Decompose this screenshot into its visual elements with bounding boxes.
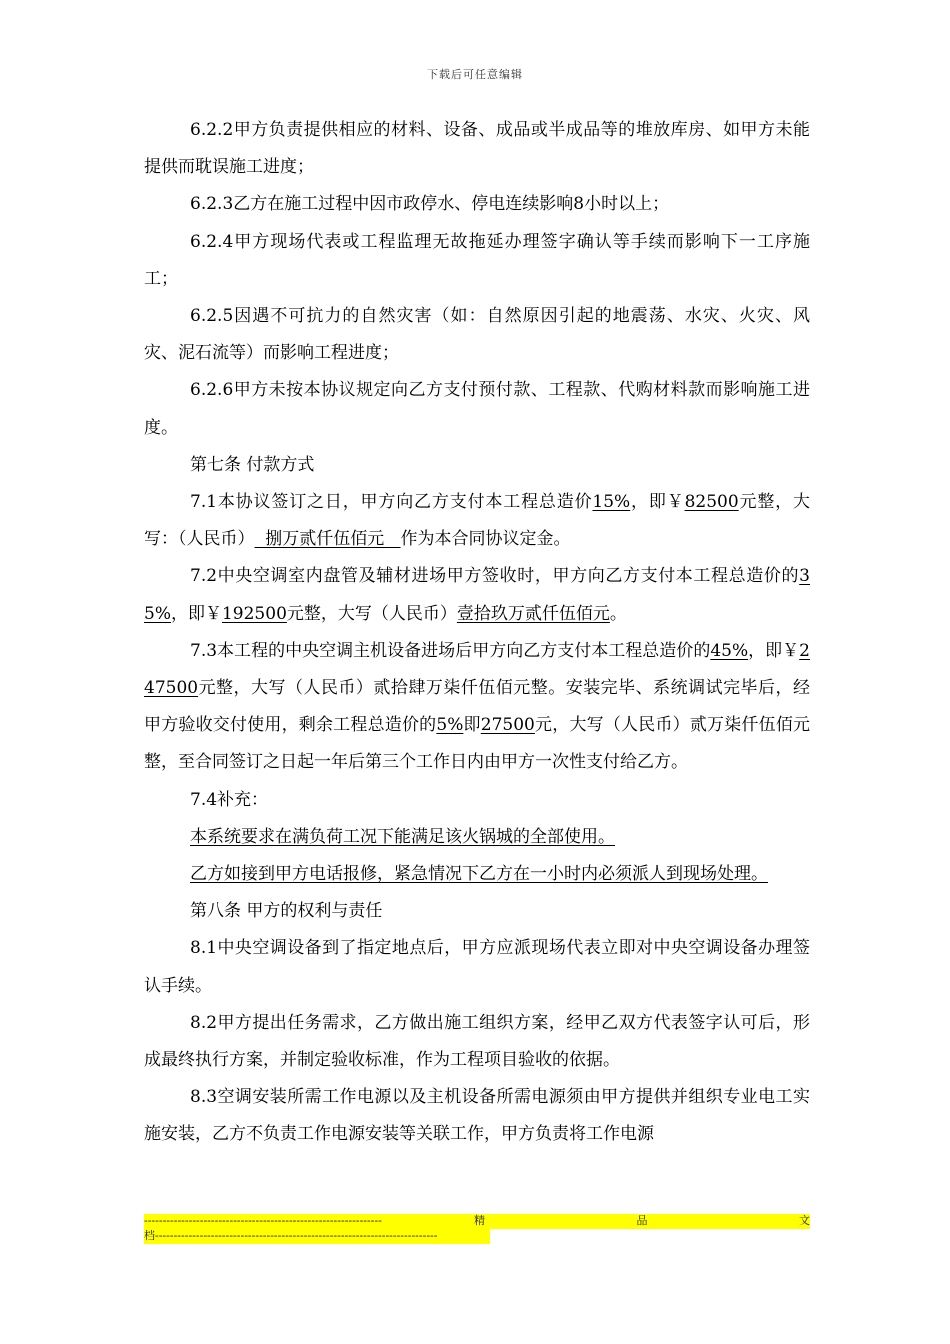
clause-6-2-2: 6.2.2甲方负责提供相应的材料、设备、成品或半成品等的堆放库房、如甲方未能提供而耽误施工进度； — [144, 120, 810, 178]
amount-in-words: 壹拾玖万贰仟伍佰元 — [456, 603, 610, 624]
page-footer — [144, 1214, 810, 1248]
clause-8-2: 8.2甲方提出任务需求，乙方做出施工组织方案，经甲乙双方代表签字认可后，形成最终执行方案，并制定验收标准，作为工程项目验收的依据。 — [144, 1012, 810, 1071]
clause-8-3: 8.3空调安装所需工作电源以及主机设备所需电源须由甲方提供并组织专业电工实施安装，乙方不负责工作电源安装等关联工作，甲方负责将工作电源 — [144, 1087, 810, 1145]
percent-value: 5% — [436, 715, 464, 736]
clause-8-1: 8.1中央空调设备到了指定地点后，甲方应派现场代表立即对中央空调设备办理签认手续。 — [144, 938, 810, 996]
article-7-heading: 第七条 付款方式 — [190, 454, 315, 475]
document-body — [144, 112, 810, 1154]
clause-6-2-3: 6.2.3乙方在施工过程中因市政停水、停电连续影响8小时以上； — [190, 194, 670, 215]
percent-value: 15% — [592, 492, 631, 513]
supplement-line-2: 乙方如接到甲方电话报修，紧急情况下乙方在一小时内必须派人到现场处理。 — [190, 864, 768, 885]
supplement-line-1: 本系统要求在满负荷工况下能满足该火锅城的全部使用。 — [190, 826, 615, 847]
amount-in-words: 捌万贰仟伍佰元 — [254, 529, 401, 550]
amount-value: 82500 — [684, 492, 739, 513]
percent-value: 45% — [710, 640, 749, 661]
amount-value: 27500 — [480, 715, 535, 736]
amount-value: 247500 — [144, 640, 810, 699]
clause-7-1: 7.1本协议签订之日，甲方向乙方支付本工程总造价15%，即￥82500元整，大写：（人民币） 捌万贰仟伍佰元 作为本合同协议定金。 — [144, 492, 810, 550]
amount-value: 192500 — [221, 603, 287, 624]
clause-6-2-4: 6.2.4甲方现场代表或工程监理无故拖延办理签字确认等手续而影响下一工序施工； — [144, 231, 810, 289]
clause-7-3: 7.3本工程的中央空调主机设备进场后甲方向乙方支付本工程总造价的45%，即￥247500元整，大写（人民币）贰拾肆万柒仟伍佰元整。安装完毕、系统调试完毕后，经甲方验收交付使用，剩余工程总造价的5%即27500元，大写（人民币）贰万柒仟伍佰元整，至合同签订之日起一年后第三个工作日内由甲方一次性支付给乙方。 — [144, 640, 811, 773]
article-8-heading: 第八条 甲方的权利与责任 — [190, 901, 383, 922]
percent-value: 35% — [144, 566, 810, 624]
footer-banner-line-2: 档---------------------------------------------------------------------------- — [144, 1229, 490, 1244]
page-header: 下载后可任意编辑 — [427, 68, 523, 81]
clause-6-2-6: 6.2.6甲方未按本协议规定向乙方支付预付款、工程款、代购材料款而影响施工进度。 — [144, 380, 810, 438]
clause-6-2-5: 6.2.5因遇不可抗力的自然灾害（如：自然原因引起的地震荡、水灾、火灾、风灾、泥石流等）而影响工程进度； — [144, 306, 810, 364]
footer-banner: ---------------------------------------------------------------- 精 品 文 — [144, 1214, 810, 1227]
clause-7-4: 7.4补充： — [190, 789, 269, 810]
clause-7-2: 7.2中央空调室内盘管及辅材进场甲方签收时，甲方向乙方支付本工程总造价的35%，即￥192500元整，大写（人民币）壹拾玖万贰仟伍佰元。 — [144, 566, 810, 624]
